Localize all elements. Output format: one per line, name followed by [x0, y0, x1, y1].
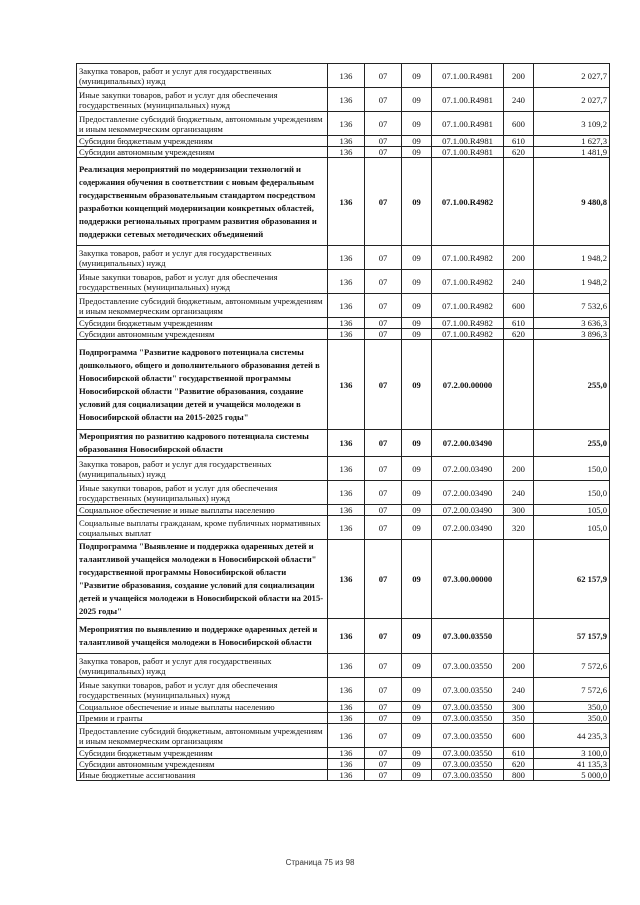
subsection-code: 09: [402, 430, 432, 457]
ministry-code: 136: [328, 64, 365, 88]
section-code: 07: [365, 505, 402, 516]
target-article-code: 07.2.00.03490: [432, 516, 504, 540]
section-code: 07: [365, 759, 402, 770]
table-row: [77, 329, 610, 340]
row-description: Закупка товаров, работ и услуг для государственных (муниципальных) нужд: [77, 64, 328, 88]
section-code: 07: [365, 64, 402, 88]
target-article-code: 07.1.00.R4982: [432, 329, 504, 340]
section-code: 07: [365, 481, 402, 505]
target-article-code: 07.2.00.03490: [432, 505, 504, 516]
row-amount: 41 135,3: [534, 759, 610, 770]
target-article-code: 07.3.00.03550: [432, 702, 504, 713]
section-code: 07: [365, 340, 402, 430]
table-row: [77, 457, 610, 481]
expense-type-code: 610: [504, 318, 534, 329]
table-row: [77, 481, 610, 505]
target-article-code: 07.1.00.R4982: [432, 318, 504, 329]
section-code: 07: [365, 516, 402, 540]
row-amount: 1 948,2: [534, 270, 610, 294]
expense-type-code: 240: [504, 270, 534, 294]
row-amount: 3 100,0: [534, 748, 610, 759]
row-amount: 105,0: [534, 516, 610, 540]
expense-type-code: [504, 158, 534, 246]
table-row: [77, 246, 610, 270]
table-row: [77, 88, 610, 112]
row-description: Субсидии автономным учреждениям: [77, 147, 328, 158]
subsection-code: 09: [402, 540, 432, 619]
subsection-code: 09: [402, 702, 432, 713]
target-article-code: 07.1.00.R4981: [432, 88, 504, 112]
target-article-code: 07.1.00.R4982: [432, 270, 504, 294]
ministry-code: 136: [328, 770, 365, 781]
section-code: 07: [365, 318, 402, 329]
row-description: Иные закупки товаров, работ и услуг для обеспечения государственных (муниципальных) нужд: [77, 270, 328, 294]
ministry-code: 136: [328, 294, 365, 318]
target-article-code: 07.3.00.03550: [432, 724, 504, 748]
section-code: 07: [365, 147, 402, 158]
row-description: Субсидии автономным учреждениям: [77, 759, 328, 770]
target-article-code: 07.3.00.03550: [432, 748, 504, 759]
target-article-code: 07.2.00.00000: [432, 340, 504, 430]
row-amount: 57 157,9: [534, 619, 610, 654]
table-row: [77, 516, 610, 540]
subsection-code: 09: [402, 136, 432, 147]
subsection-code: 09: [402, 481, 432, 505]
table-row: [77, 713, 610, 724]
ministry-code: 136: [328, 318, 365, 329]
ministry-code: 136: [328, 540, 365, 619]
expense-type-code: 620: [504, 759, 534, 770]
subsection-code: 09: [402, 619, 432, 654]
expense-type-code: [504, 430, 534, 457]
ministry-code: 136: [328, 112, 365, 136]
section-code: 07: [365, 246, 402, 270]
row-description: Социальное обеспечение и иные выплаты населению: [77, 505, 328, 516]
expense-type-code: [504, 340, 534, 430]
expense-type-code: 620: [504, 329, 534, 340]
row-amount: 9 480,8: [534, 158, 610, 246]
row-description: Закупка товаров, работ и услуг для государственных (муниципальных) нужд: [77, 654, 328, 678]
row-amount: 3 636,3: [534, 318, 610, 329]
ministry-code: 136: [328, 457, 365, 481]
subsection-code: 09: [402, 748, 432, 759]
row-description: Субсидии автономным учреждениям: [77, 329, 328, 340]
section-code: 07: [365, 702, 402, 713]
expense-type-code: 240: [504, 481, 534, 505]
expense-type-code: 200: [504, 246, 534, 270]
budget-table: [76, 63, 610, 781]
row-amount: 5 000,0: [534, 770, 610, 781]
target-article-code: 07.3.00.03550: [432, 678, 504, 702]
target-article-code: 07.1.00.R4982: [432, 158, 504, 246]
target-article-code: 07.1.00.R4981: [432, 64, 504, 88]
row-amount: 1 948,2: [534, 246, 610, 270]
ministry-code: 136: [328, 340, 365, 430]
subsection-code: 09: [402, 329, 432, 340]
table-row: [77, 759, 610, 770]
row-amount: 2 027,7: [534, 64, 610, 88]
expense-type-code: 240: [504, 678, 534, 702]
table-row: [77, 340, 610, 430]
target-article-code: 07.1.00.R4981: [432, 112, 504, 136]
row-description: Предоставление субсидий бюджетным, автономным учреждениям и иным некоммерческим организациям: [77, 112, 328, 136]
ministry-code: 136: [328, 270, 365, 294]
ministry-code: 136: [328, 516, 365, 540]
table-row: [77, 270, 610, 294]
table-row: [77, 505, 610, 516]
subsection-code: 09: [402, 246, 432, 270]
subsection-code: 09: [402, 654, 432, 678]
row-description: Субсидии бюджетным учреждениям: [77, 136, 328, 147]
subsection-code: 09: [402, 64, 432, 88]
table-row: [77, 318, 610, 329]
target-article-code: 07.2.00.03490: [432, 457, 504, 481]
subsection-code: 09: [402, 770, 432, 781]
ministry-code: 136: [328, 88, 365, 112]
section-code: 07: [365, 457, 402, 481]
section-code: 07: [365, 158, 402, 246]
section-code: 07: [365, 770, 402, 781]
subsection-code: 09: [402, 158, 432, 246]
section-code: 07: [365, 329, 402, 340]
subsection-code: 09: [402, 457, 432, 481]
expense-type-code: 600: [504, 294, 534, 318]
row-amount: 105,0: [534, 505, 610, 516]
expense-type-code: 300: [504, 505, 534, 516]
row-description: Предоставление субсидий бюджетным, автономным учреждениям и иным некоммерческим организациям: [77, 724, 328, 748]
ministry-code: 136: [328, 724, 365, 748]
ministry-code: 136: [328, 505, 365, 516]
expense-type-code: 300: [504, 702, 534, 713]
expense-type-code: [504, 540, 534, 619]
row-amount: 350,0: [534, 702, 610, 713]
expense-type-code: 350: [504, 713, 534, 724]
target-article-code: 07.1.00.R4982: [432, 246, 504, 270]
row-amount: 1 481,9: [534, 147, 610, 158]
table-row: [77, 64, 610, 88]
row-amount: 7 572,6: [534, 678, 610, 702]
subsection-code: 09: [402, 294, 432, 318]
row-description: Подпрограмма "Выявление и поддержка одаренных детей и талантливой учащейся молодежи в Новосибирской области" государственной программы Новосибирской области "Развитие образования, создание условий для социализации детей и учащейся молодежи в Новосибирской области на 2015-2025 годы": [77, 540, 328, 619]
section-code: 07: [365, 654, 402, 678]
row-description: Мероприятия по развитию кадрового потенциала системы образования Новосибирской области: [77, 430, 328, 457]
target-article-code: 07.2.00.03490: [432, 481, 504, 505]
section-code: 07: [365, 430, 402, 457]
page-footer: Страница 75 из 98: [285, 858, 355, 867]
subsection-code: 09: [402, 340, 432, 430]
table-row: [77, 654, 610, 678]
expense-type-code: 610: [504, 748, 534, 759]
row-amount: 2 027,7: [534, 88, 610, 112]
ministry-code: 136: [328, 654, 365, 678]
row-description: Закупка товаров, работ и услуг для государственных (муниципальных) нужд: [77, 246, 328, 270]
table-row: [77, 724, 610, 748]
target-article-code: 07.3.00.00000: [432, 540, 504, 619]
table-row: [77, 430, 610, 457]
section-code: 07: [365, 540, 402, 619]
row-amount: 3 896,3: [534, 329, 610, 340]
row-description: Социальные выплаты гражданам, кроме публичных нормативных социальных выплат: [77, 516, 328, 540]
ministry-code: 136: [328, 702, 365, 713]
subsection-code: 09: [402, 678, 432, 702]
row-description: Реализация мероприятий по модернизации технологий и содержания обучения в соответствии с новым федеральным государственным образовательным стандартом посредством разработки концепций модернизации конкретных областей, поддержки региональных программ развития образования и поддержки сетевых методических объединений: [77, 158, 328, 246]
row-amount: 150,0: [534, 481, 610, 505]
section-code: 07: [365, 112, 402, 136]
target-article-code: 07.1.00.R4981: [432, 147, 504, 158]
expense-type-code: 800: [504, 770, 534, 781]
expense-type-code: 600: [504, 112, 534, 136]
expense-type-code: 200: [504, 457, 534, 481]
row-amount: 62 157,9: [534, 540, 610, 619]
expense-type-code: 320: [504, 516, 534, 540]
table-row: [77, 147, 610, 158]
section-code: 07: [365, 724, 402, 748]
row-description: Субсидии бюджетным учреждениям: [77, 748, 328, 759]
row-description: Иные закупки товаров, работ и услуг для обеспечения государственных (муниципальных) нужд: [77, 88, 328, 112]
ministry-code: 136: [328, 158, 365, 246]
table-row: [77, 748, 610, 759]
ministry-code: 136: [328, 246, 365, 270]
table-row: [77, 158, 610, 246]
section-code: 07: [365, 713, 402, 724]
row-description: Иные закупки товаров, работ и услуг для обеспечения государственных (муниципальных) нужд: [77, 678, 328, 702]
subsection-code: 09: [402, 724, 432, 748]
subsection-code: 09: [402, 112, 432, 136]
subsection-code: 09: [402, 270, 432, 294]
ministry-code: 136: [328, 748, 365, 759]
row-description: Мероприятия по выявлению и поддержке одаренных детей и талантливой учащейся молодежи в Новосибирской области: [77, 619, 328, 654]
expense-type-code: 200: [504, 64, 534, 88]
expense-type-code: 240: [504, 88, 534, 112]
row-description: Иные закупки товаров, работ и услуг для обеспечения государственных (муниципальных) нужд: [77, 481, 328, 505]
expense-type-code: 620: [504, 147, 534, 158]
table-row: [77, 112, 610, 136]
ministry-code: 136: [328, 136, 365, 147]
table-row: [77, 770, 610, 781]
table-row: [77, 294, 610, 318]
section-code: 07: [365, 748, 402, 759]
section-code: 07: [365, 136, 402, 147]
row-description: Иные бюджетные ассигнования: [77, 770, 328, 781]
table-row: [77, 136, 610, 147]
table-row: [77, 702, 610, 713]
row-amount: 255,0: [534, 430, 610, 457]
subsection-code: 09: [402, 505, 432, 516]
subsection-code: 09: [402, 88, 432, 112]
expense-type-code: 610: [504, 136, 534, 147]
section-code: 07: [365, 678, 402, 702]
section-code: 07: [365, 619, 402, 654]
target-article-code: 07.3.00.03550: [432, 713, 504, 724]
row-amount: 150,0: [534, 457, 610, 481]
ministry-code: 136: [328, 759, 365, 770]
expense-type-code: [504, 619, 534, 654]
row-description: Подпрограмма "Развитие кадрового потенциала системы дошкольного, общего и дополнительного образования детей в Новосибирской области" государственной программы Новосибирской области "Развитие образования, создание условий для социализации детей и учащейся молодежи в Новосибирской области на 2015-2025 годы": [77, 340, 328, 430]
subsection-code: 09: [402, 318, 432, 329]
subsection-code: 09: [402, 516, 432, 540]
target-article-code: 07.1.00.R4982: [432, 294, 504, 318]
row-amount: 7 572,6: [534, 654, 610, 678]
table-row: [77, 540, 610, 619]
target-article-code: 07.3.00.03550: [432, 619, 504, 654]
ministry-code: 136: [328, 329, 365, 340]
row-amount: 1 627,3: [534, 136, 610, 147]
table-row: [77, 619, 610, 654]
ministry-code: 136: [328, 147, 365, 158]
ministry-code: 136: [328, 481, 365, 505]
ministry-code: 136: [328, 619, 365, 654]
row-amount: 255,0: [534, 340, 610, 430]
row-amount: 3 109,2: [534, 112, 610, 136]
row-amount: 7 532,6: [534, 294, 610, 318]
ministry-code: 136: [328, 430, 365, 457]
subsection-code: 09: [402, 713, 432, 724]
row-description: Социальное обеспечение и иные выплаты населению: [77, 702, 328, 713]
section-code: 07: [365, 88, 402, 112]
section-code: 07: [365, 270, 402, 294]
target-article-code: 07.1.00.R4981: [432, 136, 504, 147]
target-article-code: 07.3.00.03550: [432, 654, 504, 678]
row-description: Предоставление субсидий бюджетным, автономным учреждениям и иным некоммерческим организациям: [77, 294, 328, 318]
target-article-code: 07.3.00.03550: [432, 770, 504, 781]
subsection-code: 09: [402, 147, 432, 158]
target-article-code: 07.2.00.03490: [432, 430, 504, 457]
ministry-code: 136: [328, 713, 365, 724]
row-description: Премии и гранты: [77, 713, 328, 724]
row-description: Субсидии бюджетным учреждениям: [77, 318, 328, 329]
expense-type-code: 600: [504, 724, 534, 748]
row-description: Закупка товаров, работ и услуг для государственных (муниципальных) нужд: [77, 457, 328, 481]
ministry-code: 136: [328, 678, 365, 702]
table-row: [77, 678, 610, 702]
section-code: 07: [365, 294, 402, 318]
row-amount: 350,0: [534, 713, 610, 724]
expense-type-code: 200: [504, 654, 534, 678]
target-article-code: 07.3.00.03550: [432, 759, 504, 770]
subsection-code: 09: [402, 759, 432, 770]
row-amount: 44 235,3: [534, 724, 610, 748]
